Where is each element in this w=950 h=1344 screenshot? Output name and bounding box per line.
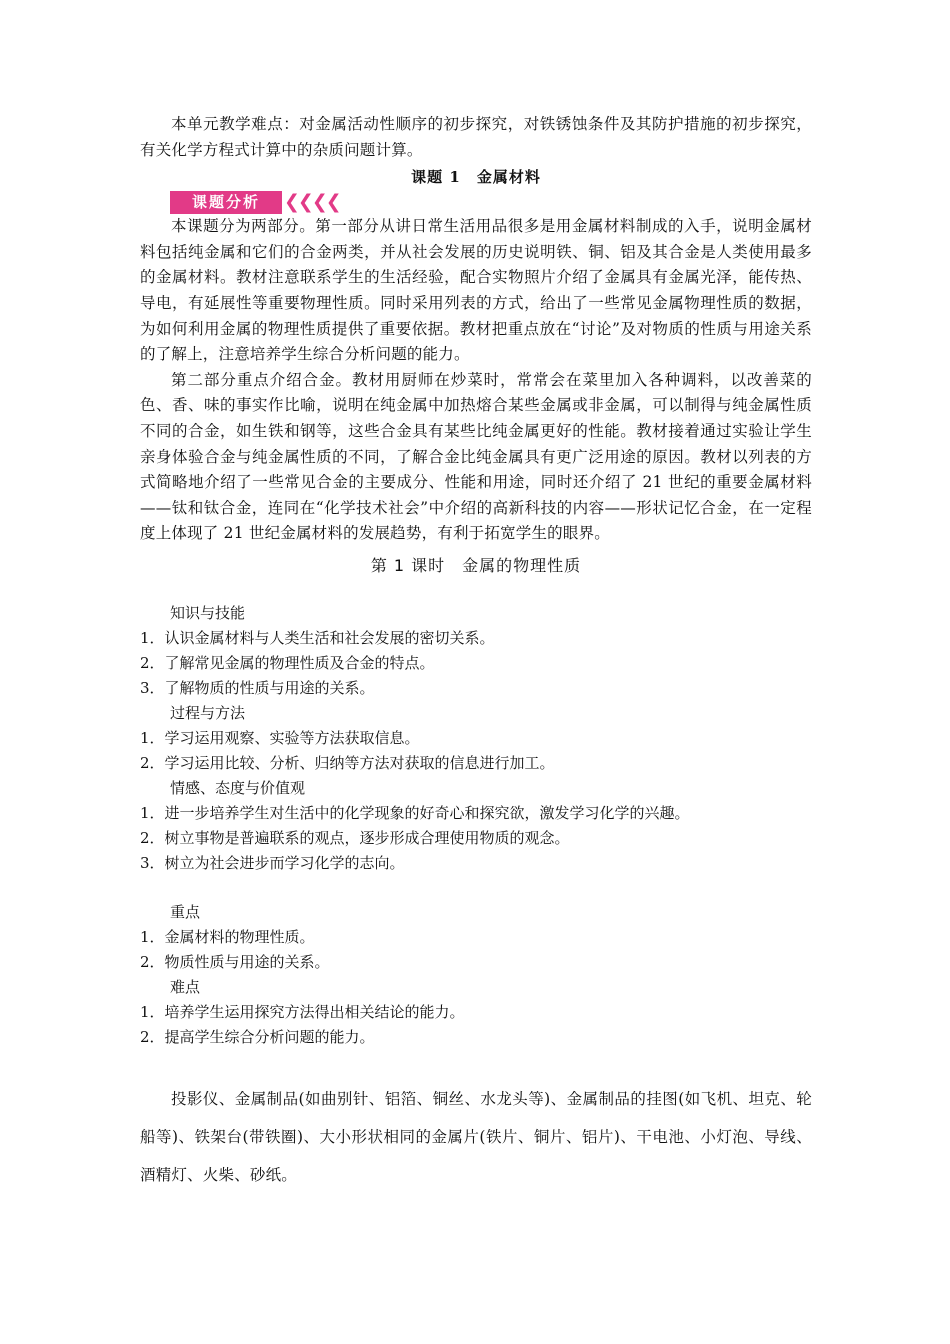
list-item: 2．学习运用比较、分析、归纳等方法对获取的信息进行加工。 [140,753,555,772]
chevron-left-icon: ❮❮❮❮ [284,191,340,214]
materials-paragraph: 投影仪、金属制品(如曲别针、铝箔、铜丝、水龙头等)、金属制品的挂图(如飞机、坦克、轮船等)、铁架台(带铁圈)、大小形状相同的金属片(铁片、铜片、铝片)、干电池、小灯泡、导线、酒精灯、火柴、砂纸。 [140,1089,812,1184]
unit-difficulty-paragraph: 本单元教学难点：对金属活动性顺序的初步探究，对铁锈蚀条件及其防护措施的初步探究，有关化学方程式计算中的杂质问题计算。 [140,115,812,159]
list-item: 1．进一步培养学生对生活中的化学现象的好奇心和探究欲，激发学习化学的兴趣。 [140,803,690,822]
list-item: 3．树立为社会进步而学习化学的志向。 [140,853,405,872]
list-item: 2．树立事物是普遍联系的观点，逐步形成合理使用物质的观念。 [140,828,570,847]
list-item: 1．培养学生运用探究方法得出相关结论的能力。 [140,1002,465,1021]
objectives-process-heading: 过程与方法 [170,703,246,722]
topic-analysis-banner [170,191,338,214]
analysis-paragraph-2: 第二部分重点介绍合金。教材用厨师在炒菜时，常常会在菜里加入各种调料，以改善菜的色、香、味的事实作比喻，说明在纯金属中加热熔合某些金属或非金属，可以制得与纯金属性质不同的合金，如生铁和钢等，这些合金具有某些比纯金属更好的性能。教材接着通过实验让学生亲身体验合金与纯金属性质的不同，了解合金比纯金属具有更广泛用途的原因。教材以列表的方式简略地介绍了一些常见合金的主要成分、性能和用途，同时还介绍了 21 世纪的重要金属材料——钛和钛合金，连同在“化学技术社会”中介绍的高新科技的内容——形状记忆合金，在一定程度上体现了 21 世纪金属材料的发展趋势，有利于拓宽学生的眼界。 [140,370,812,543]
key-points-section [170,900,812,925]
topic-title: 课题 1 金属材料 [411,168,541,187]
document-page [140,112,812,1194]
analysis-paragraph-1: 本课题分为两部分。第一部分从讲日常生活用品很多是用金属材料制成的入手，说明金属材料包括纯金属和它们的合金两类，并从社会发展的历史说明铁、铜、铝及其合金是人类使用最多的金属材料。教材注意联系学生的生活经验，配合实物照片介绍了金属具有金属光泽，能传热、导电，有延展性等重要物理性质。同时采用列表的方式，给出了一些常见金属物理性质的数据，为如何利用金属的物理性质提供了重要依据。教材把重点放在“讨论”及对物质的性质与用途关系的了解上，注意培养学生综合分析问题的能力。 [140,217,812,364]
difficulties-heading: 难点 [170,977,201,996]
difficulties-section [170,975,812,1000]
list-item: 1．学习运用观察、实验等方法获取信息。 [140,728,420,747]
list-item: 2．了解常见金属的物理性质及合金的特点。 [140,653,435,672]
list-item: 1．金属材料的物理性质。 [140,927,315,946]
key-points-heading: 重点 [170,902,201,921]
objectives-knowledge [170,601,812,626]
objectives-emotion [170,776,812,801]
list-item: 2．提高学生综合分析问题的能力。 [140,1027,375,1046]
objectives-process [170,701,812,726]
lesson-title: 第 1 课时 金属的物理性质 [370,555,582,575]
list-item: 1．认识金属材料与人类生活和社会发展的密切关系。 [140,628,495,647]
objectives-knowledge-heading: 知识与技能 [170,603,246,622]
list-item: 2．物质性质与用途的关系。 [140,952,330,971]
banner-label: 课题分析 [170,191,282,214]
list-item: 3．了解物质的性质与用途的关系。 [140,678,375,697]
objectives-emotion-heading: 情感、态度与价值观 [170,778,306,797]
